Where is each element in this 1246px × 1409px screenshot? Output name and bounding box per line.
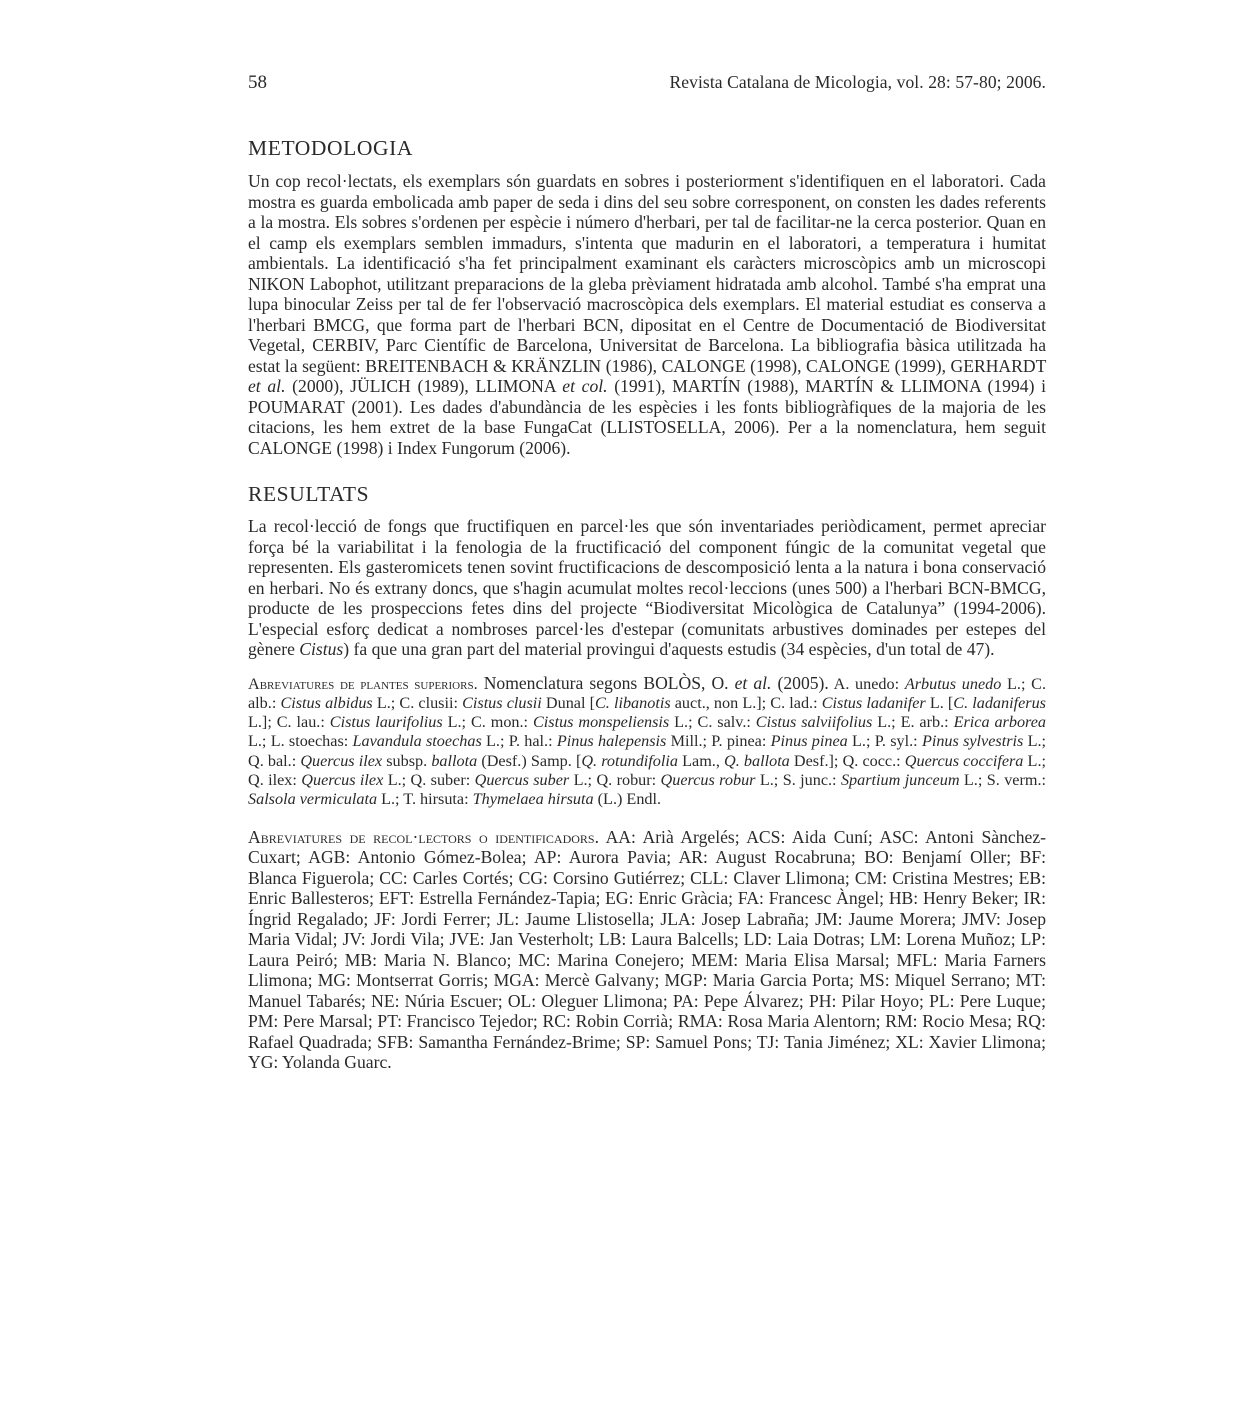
- section-heading-metodologia: METODOLOGIA: [248, 136, 414, 160]
- collector-abbreviation-list: AA: Arià Argelés; ACS: Aida Cuní; ASC: Antoni Sànchez-Cuxart; AGB: Antonio Gómez-Bolea; AP: Aurora Pavia; AR: August Rocabruna; BO: Benjamí Oller; BF: Blanca Figuerola; CC: Carles Cortés; CG: Corsino Gutiérrez; CLL: Claver Llimona; CM: Cristina Mestres; EB: Enric Ballesteros; EFT: Estrella Fernández-Tapia; EG: Enric Gràcia; FA: Francesc Àngel; HB: Henry Beker; IR: Íngrid Regalado; JF: Jordi Ferrer; JL: Jaume Llistosella; JLA: Josep Labraña; JM: Jaume Morera; JMV: Josep Maria Vidal; JV: Jordi Vila; JVE: Jan Vesterholt; LB: Laura Balcells; LD: Laia Dotras; LM: Lorena Muñoz; LP: Laura Peiró; MB: Maria N. Blanco; MC: Marina Conejero; MEM: Maria Elisa Marsal; MFL: Maria Farners Llimona; MG: Montserrat Gorris; MGA: Mercè Galvany; MGP: Maria Garcia Porta; MS: Miquel Serrano; MT: Manuel Tabarés; NE: Núria Escuer; OL: Oleguer Llimona; PA: Pepe Álvarez; PH: Pilar Hoyo; PL: Pere Luque; PM: Pere Marsal; PT: Francisco Tejedor; RC: Robin Corrià; RMA: Rosa Maria Alentorn; RM: Rocio Mesa; RQ: Rafael Quadrada; SFB: Samantha Fernández-Brime; SP: Samuel Pons; TJ: Tania Jiménez; XL: Xavier Llimona; YG: Yolanda Guarc.: [248, 826, 1046, 1073]
- plant-abbreviation-entry: Q. suber: Quercus suber L.;: [410, 770, 597, 789]
- plant-abbreviation-entry: C. lad.: Cistus ladanifer L. [C. ladaniferus L.];: [248, 693, 1046, 732]
- plant-abbreviation-entry: L. stoechas: Lavandula stoechas L.;: [270, 732, 509, 751]
- plant-abbreviation-entry: C. lau.: Cistus laurifolius L.;: [276, 713, 471, 732]
- plant-abbreviation-entry: P. pinea: Pinus pinea L.;: [711, 732, 875, 751]
- plant-abbreviation-entry: S. junc.: Spartium junceum L.;: [782, 770, 987, 789]
- plant-abbreviation-entry: C. salv.: Cistus salviifolius L.;: [697, 713, 901, 732]
- collector-abbreviations-paragraph: [248, 827, 1046, 1073]
- plant-abbreviation-entry: T. hirsuta: Thymelaea hirsuta (L.) Endl.: [403, 790, 662, 809]
- plant-abbreviation-entry: C. mon.: Cistus monspeliensis L.;: [470, 713, 698, 732]
- plant-abbreviation-entry: Q. ilex: Quercus ilex L.;: [248, 770, 411, 789]
- metodologia-paragraph: Un cop recol·lectats, els exemplars són guardats en sobres i posteriorment s'identifiquen en el laboratori. Cada mostra es guarda embolicada amb paper de seda i dins del seu sobre corresponent, on consten les dades referents a la mostra. Els sobres s'ordenen per espècie i número d'herbari, per tal de facilitar-ne la cerca posterior. Quan en el camp els exemplars semblen immadurs, s'intenta que madurin en el laboratori, a temperatura i humitat ambientals. La identificació s'ha fet principalment examinant els caràcters microscòpics amb un microscopi NIKON Labophot, utilitzant preparacions de la gleba prèviament hidratada amb alcohol. També s'ha emprat una lupa binocular Zeiss per tal de fer l'observació macroscòpica dels exemplars. El material estudiat es conserva a l'herbari BMCG, que forma part de l'herbari BCN, dipositat en el Centre de Documentació de Biodiversitat Vegetal, CERBIV, Parc Científic de Barcelona, Universitat de Barcelona. La bibliografia bàsica utilitzada ha estat la següent: BREITENBACH & KRÄNZLIN (1986), CALONGE (1998), CALONGE (1999), GERHARDT et al. (2000), JÜLICH (1989), LLIMONA et col. (1991), MARTÍN (1988), MARTÍN & LLIMONA (1994) i POUMARAT (2001). Les dades d'abundància de les espècies i les fonts bibliogràfiques de la majoria de les citacions, les hem extret de la base FungaCat (LLISTOSELLA, 2006). Per a la nomenclatura, hem seguit CALONGE (1998) i Index Fungorum (2006).: [248, 171, 1047, 458]
- plant-abbreviation-entry: A. unedo: Arbutus unedo L.;: [833, 674, 1032, 693]
- journal-page: [248, 72, 1046, 1073]
- plant-abbreviation-entry: P. syl.: Pinus sylvestris L.;: [874, 732, 1047, 751]
- page-number: 58: [248, 72, 267, 93]
- plant-abbreviation-entry: S. verm.: Salsola vermiculata L.;: [248, 770, 1046, 809]
- plant-abbreviations-paragraph: Abreviatures de plantes superiors. Nomenclatura segons BOLÒS, O. et al. (2005). A. unedo: Arbutus unedo L.; C. alb.: Cistus albidus L.; C. clusii: Cistus clusii Dunal [C. libanotis auct., non L.]; C. lad.: Cistus ladanifer L. [C. ladaniferus L.]; C. lau.: Cistus laurifolius L.; C. mon.: Cistus monspeliensis L.; C. salv.: Cistus salviifolius L.; E. arb.: Erica arborea L.; L. stoechas: Lavandula stoechas L.; P. hal.: Pinus halepensis Mill.; P. pinea: Pinus pinea L.; P. syl.: Pinus sylvestris L.; Q. bal.: Quercus ilex subsp. ballota (Desf.) Samp. [Q. rotundifolia Lam., Q. ballota Desf.]; Q. cocc.: Quercus coccifera L.; Q. ilex: Quercus ilex L.; Q. suber: Quercus suber L.; Q. robur: Quercus robur L.; S. junc.: Spartium junceum L.; S. verm.: Salsola vermiculata L.; T. hirsuta: Thymelaea hirsuta (L.) Endl.: [248, 672, 1047, 809]
- plant-abbreviations-title: Abreviatures de plantes superiors.: [248, 674, 478, 693]
- plant-abbreviation-entry: P. hal.: Pinus halepensis Mill.;: [508, 732, 712, 751]
- plant-abbreviation-entry: Q. robur: Quercus robur L.;: [596, 770, 783, 789]
- collector-abbreviations-title: Abreviatures de recol·lectors o identificadors.: [248, 826, 600, 847]
- journal-reference: Revista Catalana de Micologia, vol. 28: 57-80; 2006.: [669, 72, 1046, 92]
- plant-abbreviation-entry: C. clusii: Cistus clusii Dunal [C. libanotis auct., non L.];: [399, 693, 771, 712]
- plant-abbreviation-list: [248, 672, 1047, 809]
- section-heading-resultats: RESULTATS: [248, 482, 370, 506]
- plant-abbreviation-entry: C. alb.: Cistus albidus L.;: [248, 674, 1047, 712]
- plant-abbreviation-entry: Q. cocc.: Quercus coccifera L.;: [842, 751, 1046, 770]
- running-head: [248, 72, 1046, 96]
- resultats-paragraph: La recol·lecció de fongs que fructifiquen en parcel·les que són inventariades periòdicament, permet apreciar força bé la variabilitat i la fenologia de la fructificació del component fúngic de la comunitat vegetal que representen. Els gasteromicets tenen sovint fructificacions de descomposició lenta a la natura i bona conservació en herbari. No és extrany doncs, que s'hagin acumulat moltes recol·leccions (unes 500) a l'herbari BCN-BMCG, producte de les prospeccions fetes dins del projecte “Biodiversitat Micològica de Catalunya” (1994-2006). L'especial esforç dedicat a nombroses parcel·les d'estepar (comunitats arbustives dominades per estepes del gènere Cistus) fa que una gran part del material provingui d'aquests estudis (34 espècies, d'un total de 47).: [248, 516, 1046, 659]
- plant-abbreviation-entry: Q. bal.: Quercus ilex subsp. ballota (Desf.) Samp. [Q. rotundifolia Lam., Q. ballota Desf.];: [248, 751, 843, 770]
- plant-abbreviation-entry: E. arb.: Erica arborea L.;: [248, 713, 1047, 751]
